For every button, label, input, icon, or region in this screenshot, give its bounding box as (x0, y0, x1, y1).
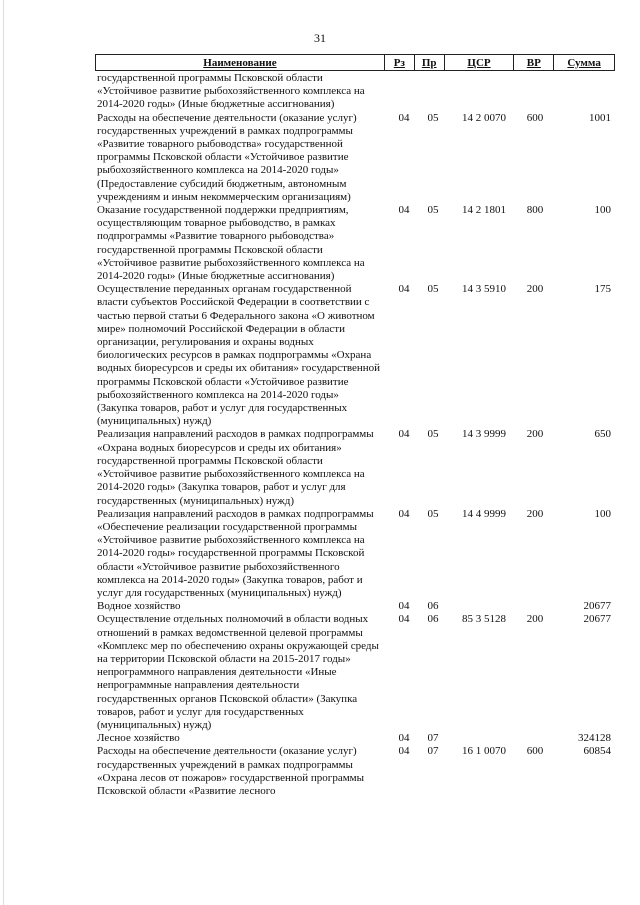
table-header (95, 54, 615, 71)
row-rz: 04 (398, 428, 410, 441)
row-rz: 04 (398, 283, 410, 296)
row-pr: 06 (427, 613, 439, 626)
table-row (95, 72, 615, 112)
row-name: Водное хозяйство (97, 600, 181, 613)
row-csr: 14 2 1801 (462, 204, 506, 217)
header-name: Наименование (96, 55, 385, 70)
scan-edge (3, 0, 4, 905)
row-sum (555, 72, 615, 112)
row-vr: 600 (526, 745, 544, 758)
row-csr: 14 3 9999 (462, 428, 506, 441)
header-csr: ЦСР (445, 55, 515, 70)
row-vr: 600 (526, 111, 544, 124)
row-name: Осуществление переданных органам государственной власти субъектов Российской Федерации в соответствии с частью первой статьи 6 Федерального закона «О животном мире» полномочий Российской Федерации в области организации, регулирования и охраны водных биологических ресурсов в рамках подпрограммы «Охрана водных биоресурсов и среды их обитания» государственной программы Псковской области «Устойчивое развитие рыбохозяйственного комплекса на 2014-2020 годы» (Закупка товаров, работ и услуг для государственных (муниципальных) нужд) (97, 283, 381, 428)
row-rz: 04 (398, 732, 410, 745)
table-row (95, 613, 615, 732)
row-rz: 04 (398, 613, 410, 626)
row-csr: 85 3 5128 (462, 613, 506, 626)
row-pr: 05 (427, 283, 439, 296)
row-rz: 04 (398, 111, 410, 124)
row-csr: 16 1 0070 (462, 745, 506, 758)
row-name: Осуществление отдельных полномочий в области водных отношений в рамках ведомственной целевой программы «Комплекс мер по обеспечению охраны окружающей среды на территории Псковской области на 2015-2017 годы» непрограммного направления деятельности «Иные непрограммные направления деятельности государственных органов Псковской области» (Закупка товаров, работ и услуг для государственных (муниципальных) нужд) (97, 613, 379, 731)
row-vr: 200 (526, 613, 544, 626)
header-sum: Сумма (567, 56, 601, 69)
row-vr (515, 600, 555, 613)
row-rz (385, 72, 415, 112)
row-pr: 05 (427, 428, 439, 441)
table-row (95, 732, 615, 745)
row-rz: 04 (398, 507, 410, 520)
row-csr: 14 4 9999 (462, 507, 506, 520)
row-name: Лесное хозяйство (97, 732, 180, 745)
row-vr (515, 732, 555, 745)
table-row (95, 428, 615, 507)
row-sum: 100 (594, 507, 611, 520)
row-rz: 04 (398, 745, 410, 758)
row-pr (415, 72, 445, 112)
row-name: Реализация направлений расходов в рамках подпрограммы «Охрана водных биоресурсов и среды их обитания» государственной программы Псковской области «Устойчивое развитие рыбохозяйственного комплекса на 2014-2020 годы» (Закупка товаров, работ и услуг для государственных (муниципальных) нужд) (97, 428, 374, 507)
row-pr: 05 (427, 507, 439, 520)
row-csr (445, 72, 515, 112)
table-row (95, 283, 615, 428)
row-pr: 07 (427, 732, 439, 745)
row-vr: 200 (526, 283, 544, 296)
row-sum: 60854 (583, 745, 611, 758)
row-name: государственной программы Псковской области «Устойчивое развитие рыбохозяйственного комплекса на 2014-2020 годы» (Иные бюджетные ассигнования) (97, 72, 365, 111)
row-name: Оказание государственной поддержки предприятиям, осуществляющим товарное рыбоводство, в рамках подпрограммы «Развитие товарного рыбоводства» государственной программы Псковской области «Устойчивое развитие рыбохозяйственного комплекса на 2014-2020 годы» (Иные бюджетные ассигнования) (97, 204, 365, 283)
row-sum: 100 (594, 204, 611, 217)
row-name: Реализация направлений расходов в рамках подпрограммы «Обеспечение реализации государственной программы «Устойчивое развитие рыбохозяйственного комплекса на 2014-2020 годы» государственной программы Псковской области «Устойчивое развитие рыбохозяйственного комплекса на 2014-2020 годы» (Закупка товаров, работ и услуг для государственных (муниципальных) нужд) (97, 507, 374, 599)
table-row (95, 600, 615, 613)
row-vr: 800 (526, 204, 544, 217)
row-pr: 05 (427, 111, 439, 124)
table-row (95, 204, 615, 283)
header-vr: ВР (514, 55, 554, 70)
row-sum: 20677 (583, 613, 611, 626)
table-row (95, 112, 615, 204)
row-vr: 200 (526, 507, 544, 520)
row-pr: 07 (427, 745, 439, 758)
row-rz: 04 (398, 600, 410, 613)
row-sum: 1001 (589, 111, 611, 124)
row-csr: 14 2 0070 (462, 111, 506, 124)
row-pr: 05 (427, 204, 439, 217)
row-csr: 14 3 5910 (462, 283, 506, 296)
table-row (95, 508, 615, 600)
header-pr: Пр (415, 55, 445, 70)
row-pr: 06 (427, 600, 439, 613)
row-sum: 20677 (583, 600, 611, 613)
row-sum: 324128 (578, 732, 611, 745)
row-sum: 650 (594, 428, 611, 441)
row-csr (445, 600, 515, 613)
row-name: Расходы на обеспечение деятельности (оказание услуг) государственных учреждений в рамках подпрограммы «Охрана лесов от пожаров» государственной программы Псковской области «Развитие лесного (97, 745, 365, 797)
row-name: Расходы на обеспечение деятельности (оказание услуг) государственных учреждений в рамках подпрограммы «Развитие товарного рыбоводства» государственной программы Псковской области «Устойчивое развитие рыбохозяйственного комплекса на 2014-2020 годы» (Предоставление субсидий бюджетным, автономным учреждениям и иным некоммерческим организациям) (97, 111, 357, 203)
row-vr: 200 (526, 428, 544, 441)
row-csr (445, 732, 515, 745)
row-rz: 04 (398, 204, 410, 217)
row-vr (515, 72, 555, 112)
header-rz: Рз (385, 55, 415, 70)
table-body (95, 72, 615, 798)
row-sum: 175 (594, 283, 611, 296)
table-row (95, 745, 615, 798)
page-number: 31 (314, 31, 326, 45)
